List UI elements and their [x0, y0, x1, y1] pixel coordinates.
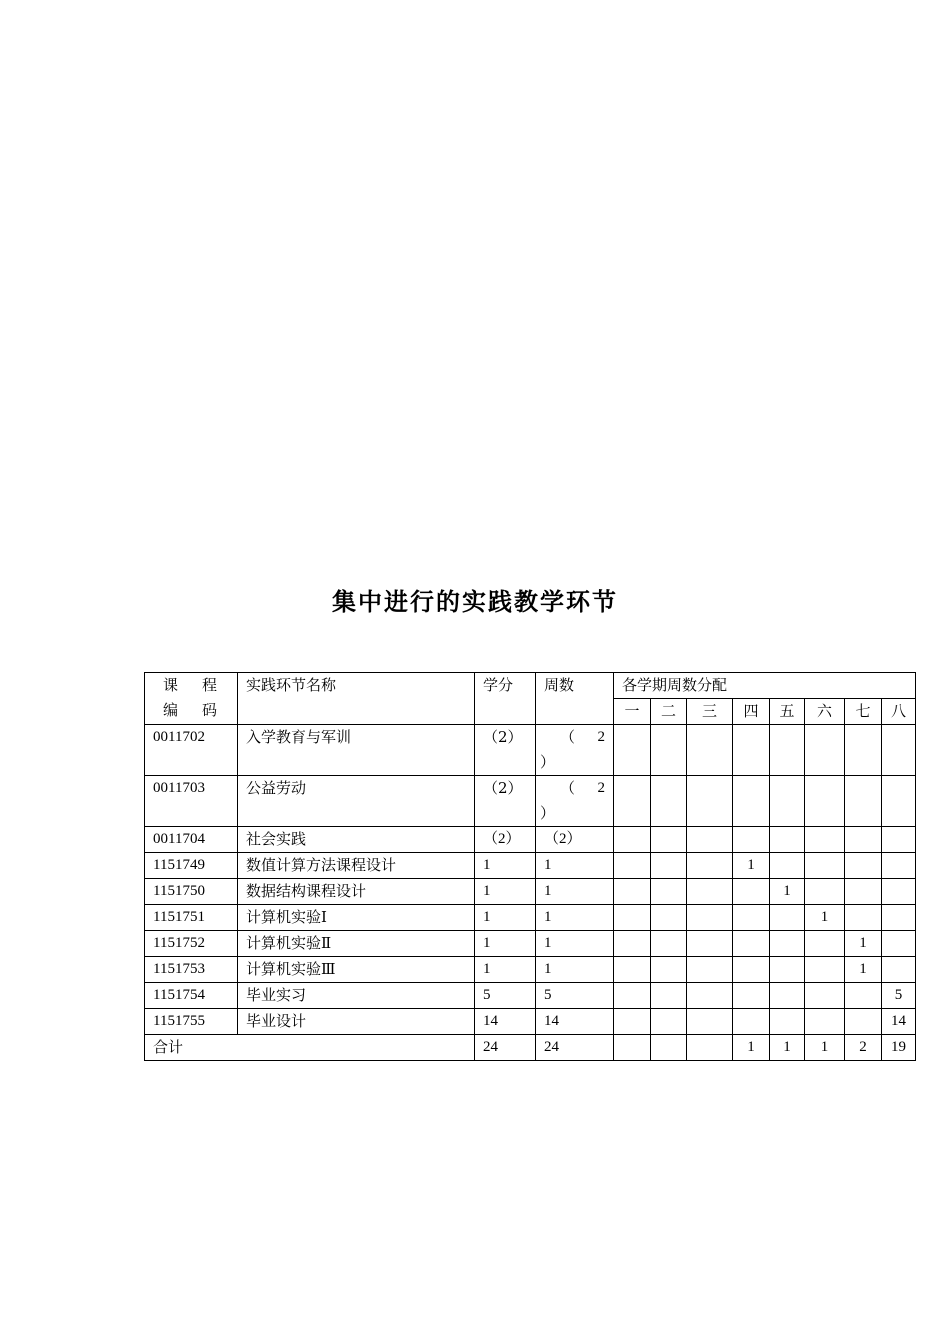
- semester-cell: [805, 853, 845, 879]
- semester-cell: [805, 983, 845, 1009]
- course-credit: （2）: [475, 725, 536, 776]
- course-credit: 1: [475, 957, 536, 983]
- table-row: [145, 1009, 916, 1035]
- course-name: 毕业实习: [238, 983, 475, 1009]
- semester-cell: [651, 776, 687, 827]
- semester-cell: [770, 957, 805, 983]
- semester-cell: [882, 725, 916, 776]
- course-code: 1151749: [145, 853, 238, 879]
- header-code-char: 课: [163, 676, 179, 694]
- semester-cell: 5: [882, 983, 916, 1009]
- course-credit: （2）: [475, 776, 536, 827]
- semester-cell: 1: [805, 905, 845, 931]
- semester-cell: 1: [845, 957, 882, 983]
- semester-cell: [614, 931, 651, 957]
- semester-cell: [651, 983, 687, 1009]
- course-name: 计算机实验Ⅱ: [238, 931, 475, 957]
- course-code: 1151752: [145, 931, 238, 957]
- semester-cell: [687, 827, 733, 853]
- semester-cell: [805, 957, 845, 983]
- semester-cell: [651, 725, 687, 776]
- semester-cell: [882, 776, 916, 827]
- practice-table: [144, 672, 916, 1061]
- semester-cell: [687, 905, 733, 931]
- header-code-char: 编: [163, 701, 179, 719]
- total-semester-cell: [687, 1035, 733, 1061]
- semester-cell: [770, 853, 805, 879]
- total-semester-cell: 2: [845, 1035, 882, 1061]
- semester-cell: 1: [733, 853, 770, 879]
- semester-cell: [651, 827, 687, 853]
- course-code: 1151754: [145, 983, 238, 1009]
- total-semester-cell: 1: [805, 1035, 845, 1061]
- semester-cell: [805, 1009, 845, 1035]
- header-weeks: 周数: [536, 673, 614, 725]
- course-weeks: （2）: [536, 827, 614, 853]
- semester-cell: [733, 931, 770, 957]
- table-row: [145, 905, 916, 931]
- table-row: [145, 879, 916, 905]
- header-semester: 五: [770, 699, 805, 725]
- header-row: [145, 673, 916, 699]
- semester-cell: [651, 1009, 687, 1035]
- semester-cell: [614, 879, 651, 905]
- semester-cell: [882, 957, 916, 983]
- total-semester-cell: [651, 1035, 687, 1061]
- course-credit: 1: [475, 931, 536, 957]
- weeks-part: 2: [597, 780, 605, 796]
- course-code: 1151753: [145, 957, 238, 983]
- total-credit: 24: [475, 1035, 536, 1061]
- header-semester: 四: [733, 699, 770, 725]
- table-row: [145, 931, 916, 957]
- semester-cell: [614, 776, 651, 827]
- header-code-char: 程: [201, 676, 217, 694]
- semester-cell: [614, 983, 651, 1009]
- total-semester-cell: 19: [882, 1035, 916, 1061]
- weeks-part: 2: [597, 729, 605, 745]
- semester-cell: [614, 957, 651, 983]
- semester-cell: [770, 725, 805, 776]
- course-name: 公益劳动: [238, 776, 475, 827]
- course-credit: 5: [475, 983, 536, 1009]
- semester-cell: [882, 931, 916, 957]
- semester-cell: [687, 853, 733, 879]
- semester-cell: 14: [882, 1009, 916, 1035]
- page-title: 集中进行的实践教学环节: [332, 587, 618, 616]
- semester-cell: 1: [770, 879, 805, 905]
- weeks-part: （: [560, 728, 576, 746]
- semester-cell: [805, 776, 845, 827]
- semester-cell: [845, 905, 882, 931]
- table-row: [145, 827, 916, 853]
- course-weeks: 1: [536, 905, 614, 931]
- semester-cell: [770, 827, 805, 853]
- semester-cell: [770, 983, 805, 1009]
- semester-cell: [733, 957, 770, 983]
- semester-cell: [733, 983, 770, 1009]
- semester-cell: [845, 776, 882, 827]
- semester-cell: [687, 725, 733, 776]
- weeks-part: ）: [540, 804, 556, 822]
- semester-cell: [845, 879, 882, 905]
- course-name: 计算机实验Ⅲ: [238, 957, 475, 983]
- semester-cell: [845, 853, 882, 879]
- header-credit: 学分: [475, 673, 536, 725]
- semester-cell: [614, 905, 651, 931]
- total-semester-cell: [614, 1035, 651, 1061]
- header-semester: 八: [882, 699, 916, 725]
- semester-cell: [687, 776, 733, 827]
- course-name: 入学教育与军训: [238, 725, 475, 776]
- course-name: 社会实践: [238, 827, 475, 853]
- semester-cell: [651, 931, 687, 957]
- semester-cell: [805, 827, 845, 853]
- semester-cell: [733, 1009, 770, 1035]
- course-code: 1151755: [145, 1009, 238, 1035]
- semester-cell: [882, 879, 916, 905]
- weeks-part: （: [560, 779, 576, 797]
- semester-cell: [805, 725, 845, 776]
- course-weeks: 14: [536, 1009, 614, 1035]
- semester-cell: [770, 931, 805, 957]
- table-row: [145, 776, 916, 827]
- header-semester: 一: [614, 699, 651, 725]
- course-name: 毕业设计: [238, 1009, 475, 1035]
- semester-cell: [733, 776, 770, 827]
- semester-cell: [733, 827, 770, 853]
- semester-cell: [733, 905, 770, 931]
- total-label: 合计: [145, 1035, 475, 1061]
- total-row: [145, 1035, 916, 1061]
- semester-cell: [845, 1009, 882, 1035]
- semester-cell: [687, 983, 733, 1009]
- course-name: 数据结构课程设计: [238, 879, 475, 905]
- semester-cell: [687, 879, 733, 905]
- semester-cell: [805, 879, 845, 905]
- table-row: [145, 983, 916, 1009]
- semester-cell: [882, 905, 916, 931]
- total-weeks: 24: [536, 1035, 614, 1061]
- semester-cell: [651, 957, 687, 983]
- course-code: 0011704: [145, 827, 238, 853]
- semester-cell: [614, 725, 651, 776]
- semester-cell: [845, 827, 882, 853]
- semester-cell: [651, 879, 687, 905]
- course-weeks: [536, 725, 614, 776]
- course-weeks: 1: [536, 879, 614, 905]
- semester-cell: [733, 879, 770, 905]
- course-name: 数值计算方法课程设计: [238, 853, 475, 879]
- semester-cell: [770, 1009, 805, 1035]
- table-row: [145, 957, 916, 983]
- semester-cell: [687, 931, 733, 957]
- course-credit: 1: [475, 879, 536, 905]
- semester-cell: [770, 905, 805, 931]
- header-semester: 二: [651, 699, 687, 725]
- semester-cell: [614, 1009, 651, 1035]
- table-row: [145, 725, 916, 776]
- course-code: 0011702: [145, 725, 238, 776]
- header-semester: 六: [805, 699, 845, 725]
- course-weeks: 5: [536, 983, 614, 1009]
- course-weeks: 1: [536, 853, 614, 879]
- course-weeks: [536, 776, 614, 827]
- course-weeks: 1: [536, 931, 614, 957]
- weeks-part: ）: [540, 753, 556, 771]
- course-credit: 1: [475, 905, 536, 931]
- semester-cell: [614, 853, 651, 879]
- semester-cell: [882, 853, 916, 879]
- course-name: 计算机实验Ⅰ: [238, 905, 475, 931]
- total-semester-cell: 1: [733, 1035, 770, 1061]
- course-credit: 1: [475, 853, 536, 879]
- header-semester: 七: [845, 699, 882, 725]
- semester-cell: [733, 725, 770, 776]
- header-code: [145, 673, 238, 725]
- semester-cell: [687, 957, 733, 983]
- semester-cell: [770, 776, 805, 827]
- course-credit: 14: [475, 1009, 536, 1035]
- semester-cell: [651, 853, 687, 879]
- semester-cell: [687, 1009, 733, 1035]
- course-code: 0011703: [145, 776, 238, 827]
- header-name: 实践环节名称: [238, 673, 475, 725]
- semester-cell: [882, 827, 916, 853]
- semester-cell: [614, 827, 651, 853]
- header-semester-group: 各学期周数分配: [614, 673, 916, 699]
- semester-cell: [845, 725, 882, 776]
- header-semester: 三: [687, 699, 733, 725]
- semester-cell: [805, 931, 845, 957]
- course-code: 1151751: [145, 905, 238, 931]
- course-code: 1151750: [145, 879, 238, 905]
- semester-cell: [651, 905, 687, 931]
- header-code-char: 码: [201, 701, 217, 719]
- total-semester-cell: 1: [770, 1035, 805, 1061]
- table-row: [145, 853, 916, 879]
- semester-cell: [845, 983, 882, 1009]
- course-credit: （2）: [475, 827, 536, 853]
- course-weeks: 1: [536, 957, 614, 983]
- semester-cell: 1: [845, 931, 882, 957]
